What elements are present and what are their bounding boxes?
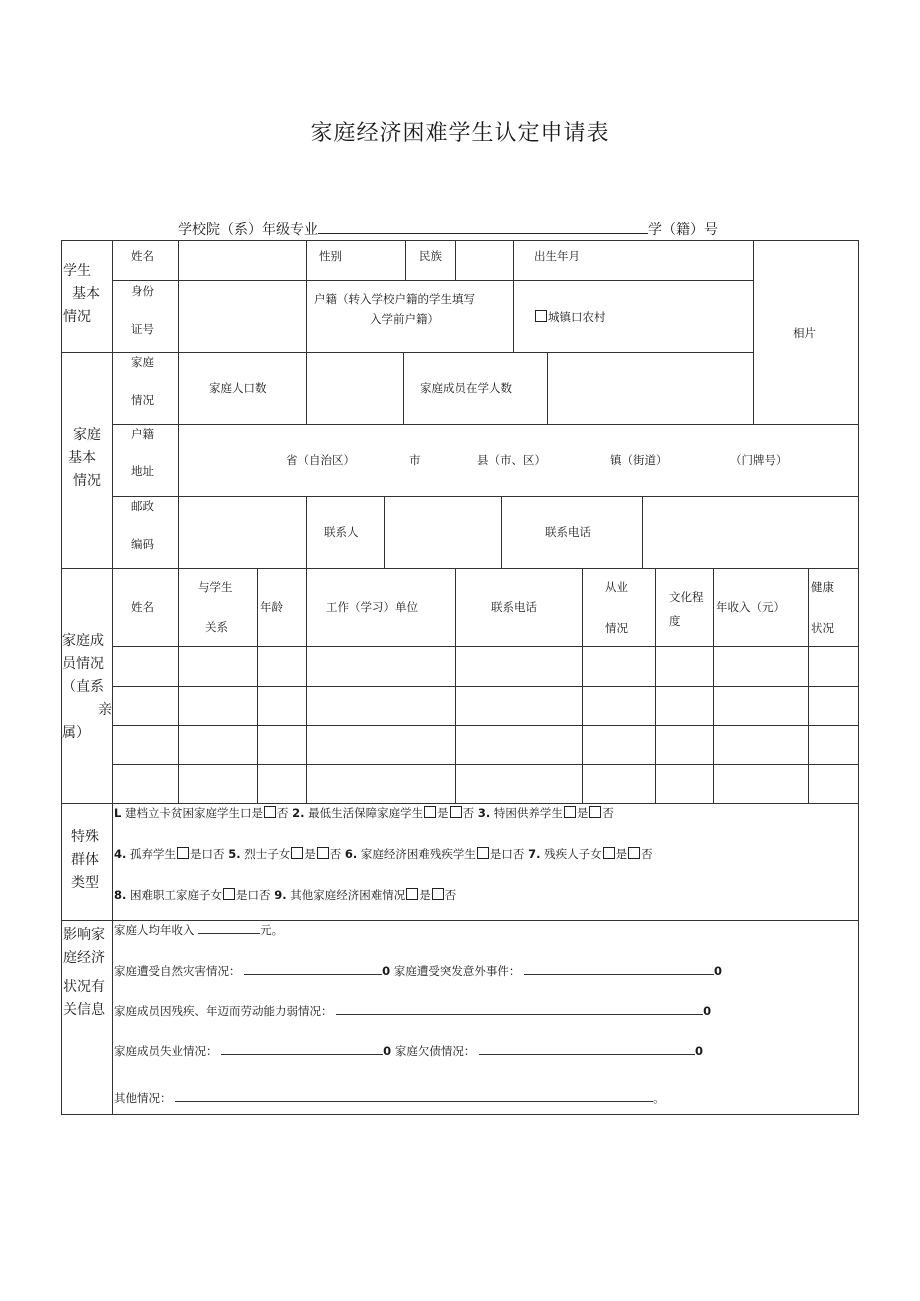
label-line: 影响家 xyxy=(63,927,105,943)
population-field[interactable] xyxy=(308,354,402,423)
disaster-field[interactable] xyxy=(244,963,382,975)
option-label: 是口否 xyxy=(190,847,225,861)
option-label: 是 xyxy=(615,847,628,861)
student-id-label: 学（籍）号 xyxy=(648,222,718,238)
item-number: 6. xyxy=(344,847,358,861)
school-label: 学校院（系）年级专业 xyxy=(178,222,318,238)
option-label: 是 xyxy=(419,888,431,902)
address-label-2: 地址 xyxy=(131,464,154,478)
address-city: 市 xyxy=(409,453,421,467)
income-unit: 元。 xyxy=(260,923,284,937)
disability-field[interactable] xyxy=(336,1003,703,1015)
special-section-label xyxy=(71,826,99,895)
label-line: 类型 xyxy=(71,875,99,891)
checkbox-icon[interactable] xyxy=(535,310,547,322)
col-income: 年收入（元） xyxy=(716,600,785,614)
option-label: 是 xyxy=(437,806,449,820)
item-number: 5. xyxy=(228,847,241,861)
item-text: 特困供养学生 xyxy=(493,806,563,820)
unemployment-line xyxy=(114,1043,703,1058)
member-row-3[interactable] xyxy=(113,726,858,764)
option-label: 否 xyxy=(329,847,342,861)
item-number: 9. xyxy=(274,888,287,902)
item-number: L xyxy=(114,806,122,820)
zero-mark: 0 xyxy=(383,1044,392,1058)
accident-field[interactable] xyxy=(524,963,714,975)
special-line-2 xyxy=(114,847,653,861)
hukou-option[interactable] xyxy=(534,310,606,324)
label-line: （直系 xyxy=(62,679,104,695)
label-line: 特殊 xyxy=(71,829,99,845)
hukou-note-1: 户籍（转入学校户籍的学生填写 xyxy=(314,292,475,306)
col-health-2: 状况 xyxy=(811,621,834,635)
item-text: 其他家庭经济困难情况 xyxy=(290,888,406,902)
col-occupation-2: 情况 xyxy=(605,621,628,635)
other-field[interactable] xyxy=(175,1090,653,1102)
other-line xyxy=(114,1090,665,1105)
population-label: 家庭人口数 xyxy=(209,381,267,395)
label-line: 家庭成 xyxy=(62,633,104,649)
col-health-1: 健康 xyxy=(811,580,834,594)
gender-field[interactable] xyxy=(352,242,404,279)
member-row-4[interactable] xyxy=(113,765,858,803)
col-relation-2: 关系 xyxy=(205,620,228,634)
option-label: 否 xyxy=(444,888,457,902)
item-text: 烈士子女 xyxy=(244,847,291,861)
situation-label-2: 情况 xyxy=(131,393,154,407)
members-section-label xyxy=(62,630,112,745)
contact-phone-label: 联系电话 xyxy=(545,525,591,539)
checkbox-icon[interactable] xyxy=(628,847,640,859)
zero-mark: 0 xyxy=(694,1044,703,1058)
debt-field[interactable] xyxy=(479,1043,695,1055)
checkbox-icon[interactable] xyxy=(450,806,462,818)
option-label: 是 xyxy=(304,847,316,861)
item-text: 家庭经济困难残疾学生 xyxy=(360,847,476,861)
income-line xyxy=(114,922,283,937)
birth-label: 出生年月 xyxy=(534,249,580,263)
item-text: 建档立卡贫困家庭学生口是 xyxy=(124,806,263,820)
zero-mark: 0 xyxy=(713,964,722,978)
item-text: 最低生活保障家庭学生 xyxy=(308,806,424,820)
label-line: 情况 xyxy=(73,473,101,489)
label-line: 群体 xyxy=(71,852,99,868)
name-field[interactable] xyxy=(180,242,305,279)
address-province: 省（自治区） xyxy=(286,453,355,467)
option-label: 否 xyxy=(641,847,653,861)
factors-section-label xyxy=(63,924,105,1022)
option-label: 是口否 xyxy=(489,847,525,861)
members-in-school-label: 家庭成员在学人数 xyxy=(420,381,512,395)
contact-person-label: 联系人 xyxy=(324,525,359,539)
members-in-school-field[interactable] xyxy=(549,354,752,423)
address-town: 镇（街道） xyxy=(610,453,668,467)
label-line: 基本 xyxy=(72,286,100,302)
contact-person-field[interactable] xyxy=(386,498,500,567)
name-label: 姓名 xyxy=(131,249,154,263)
item-text: 残疾人子女 xyxy=(544,847,602,861)
contact-phone-field[interactable] xyxy=(644,498,857,567)
address-house-number: （门牌号） xyxy=(730,453,788,467)
col-education-2: 度 xyxy=(669,614,681,628)
ethnicity-field[interactable] xyxy=(457,242,512,279)
special-line-3 xyxy=(114,888,456,902)
id-card-label-1: 身份 xyxy=(131,284,154,298)
member-row-2[interactable] xyxy=(113,687,858,725)
label-line: 员情况 xyxy=(62,656,104,672)
disaster-line xyxy=(114,963,722,978)
checkbox-icon[interactable] xyxy=(264,806,276,818)
id-card-field[interactable] xyxy=(180,282,305,351)
item-number: 8. xyxy=(114,888,127,902)
accident-label: 家庭遭受突发意外事件： xyxy=(393,964,521,978)
postal-field[interactable] xyxy=(180,498,305,567)
checkbox-icon[interactable] xyxy=(406,888,418,900)
disability-line xyxy=(114,1003,711,1018)
col-name: 姓名 xyxy=(131,600,154,614)
checkbox-icon[interactable] xyxy=(223,888,235,900)
checkbox-icon[interactable] xyxy=(291,847,303,859)
photo-box: 相片 xyxy=(793,326,816,340)
item-number: 4. xyxy=(114,847,127,861)
hukou-option-label: 城镇口农村 xyxy=(548,310,606,324)
checkbox-icon[interactable] xyxy=(589,806,601,818)
item-number: 7. xyxy=(528,847,541,861)
postal-label-1: 邮政 xyxy=(131,499,154,513)
special-line-1 xyxy=(114,806,614,820)
gender-label: 性别 xyxy=(319,249,342,263)
item-text: 孤弃学生 xyxy=(130,847,177,861)
item-text: 困难职工家庭子女 xyxy=(130,888,223,902)
checkbox-icon[interactable] xyxy=(424,806,436,818)
disability-label: 家庭成员因残疾、年迈而劳动能力弱情况： xyxy=(114,1004,333,1018)
label-line: 亲 xyxy=(98,702,112,718)
label-line: 状况有 xyxy=(63,979,105,995)
label-line: 属） xyxy=(62,725,90,741)
col-age: 年龄 xyxy=(260,600,283,614)
option-label: 否 xyxy=(602,806,614,820)
option-label: 否 xyxy=(462,806,475,820)
family-section-label xyxy=(68,424,101,493)
student-section-label xyxy=(63,260,100,329)
col-relation-1: 与学生 xyxy=(198,580,233,594)
zero-mark: 0 xyxy=(703,1004,712,1018)
label-line: 基本 xyxy=(68,450,96,466)
income-label: 家庭人均年收入 xyxy=(114,923,195,937)
income-field[interactable] xyxy=(198,922,260,934)
postal-label-2: 编码 xyxy=(131,537,154,551)
col-work-unit: 工作（学习）单位 xyxy=(326,600,418,614)
checkbox-icon[interactable] xyxy=(317,847,329,859)
hukou-note-2: 入学前户籍） xyxy=(370,312,439,326)
checkbox-icon[interactable] xyxy=(477,847,489,859)
ethnicity-label: 民族 xyxy=(419,249,442,263)
checkbox-icon[interactable] xyxy=(564,806,576,818)
debt-label: 家庭欠债情况： xyxy=(394,1044,476,1058)
unemployment-field[interactable] xyxy=(221,1043,383,1055)
option-label: 否 xyxy=(276,806,289,820)
item-number: 2. xyxy=(292,806,305,820)
checkbox-icon[interactable] xyxy=(432,888,444,900)
option-label: 是口否 xyxy=(236,888,271,902)
address-county: 县（市、区） xyxy=(477,453,546,467)
option-label: 是 xyxy=(576,806,589,820)
label-line: 关信息 xyxy=(63,1002,105,1018)
label-line: 情况 xyxy=(63,309,91,325)
disaster-label: 家庭遭受自然灾害情况： xyxy=(114,964,241,978)
member-row-1[interactable] xyxy=(113,647,858,686)
unemployment-label: 家庭成员失业情况： xyxy=(114,1044,218,1058)
checkbox-icon[interactable] xyxy=(603,847,615,859)
situation-label-1: 家庭 xyxy=(131,355,154,369)
label-line: 庭经济 xyxy=(63,950,105,966)
item-number: 3. xyxy=(477,806,491,820)
address-label-1: 户籍 xyxy=(131,427,154,441)
other-label: 其他情况： xyxy=(114,1091,172,1105)
birth-field[interactable] xyxy=(600,242,750,279)
id-card-label-2: 证号 xyxy=(131,322,154,336)
zero-mark: 0 xyxy=(382,964,391,978)
checkbox-icon[interactable] xyxy=(177,847,189,859)
label-line: 学生 xyxy=(63,263,91,279)
other-end-mark: 。 xyxy=(653,1091,665,1105)
col-phone: 联系电话 xyxy=(491,600,537,614)
col-occupation-1: 从业 xyxy=(605,580,628,594)
col-education-1: 文化程 xyxy=(669,590,704,604)
label-line: 家庭 xyxy=(73,427,101,443)
page-title: 家庭经济困难学生认定申请表 xyxy=(310,121,610,146)
